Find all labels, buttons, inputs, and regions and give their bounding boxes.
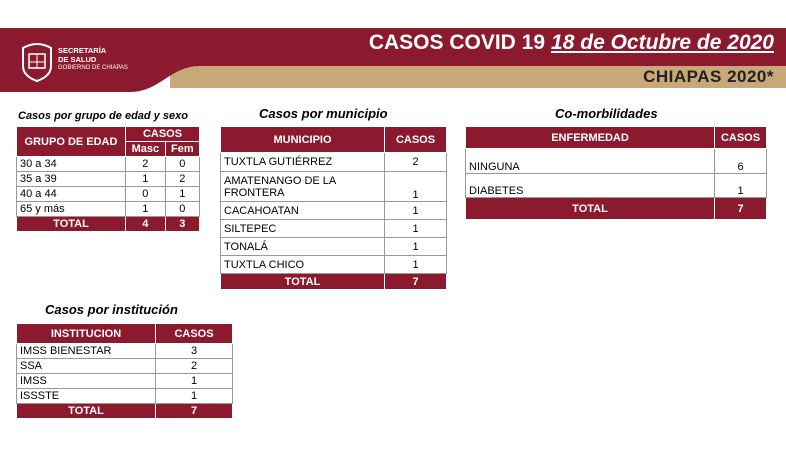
comorbilidades-col-casos: CASOS <box>715 127 767 149</box>
comorbilidad-name: NINGUNA <box>466 149 715 174</box>
table-row <box>17 374 233 389</box>
municipio-total: 7 <box>385 274 447 290</box>
comorbilidades-total: 7 <box>715 198 767 220</box>
comorbilidades-section-title: Co-morbilidades <box>555 106 658 121</box>
age-group: 30 a 34 <box>17 157 126 172</box>
table-row <box>17 187 200 202</box>
org-line1: SECRETARÍA <box>58 46 107 55</box>
comorbilidades-total-label: TOTAL <box>466 198 715 220</box>
municipio-col-name: MUNICIPIO <box>221 127 385 153</box>
comorbilidades-table <box>465 126 767 220</box>
municipio-total-label: TOTAL <box>221 274 385 290</box>
age-group: 65 y más <box>17 202 126 217</box>
municipio-casos: 1 <box>385 238 447 256</box>
table-row <box>466 174 767 198</box>
municipio-name: TUXTLA GUTIÉRREZ <box>221 153 385 172</box>
age-col-casos: CASOS <box>126 127 200 142</box>
institucion-col-casos: CASOS <box>156 324 233 344</box>
institucion-casos: 1 <box>156 374 233 389</box>
institucion-table <box>16 323 233 419</box>
age-col-group: GRUPO DE EDAD <box>17 127 126 157</box>
institucion-casos: 1 <box>156 389 233 404</box>
table-row <box>17 344 233 359</box>
municipio-col-casos: CASOS <box>385 127 447 153</box>
total-row <box>466 198 767 220</box>
table-row <box>17 202 200 217</box>
age-total-masc: 4 <box>126 217 166 232</box>
age-total-label: TOTAL <box>17 217 126 232</box>
age-masc: 2 <box>126 157 166 172</box>
table-row <box>221 256 447 274</box>
age-col-masc: Masc <box>126 142 166 157</box>
institucion-total-label: TOTAL <box>17 404 156 419</box>
table-row <box>221 153 447 172</box>
age-fem: 2 <box>165 172 199 187</box>
age-fem: 0 <box>165 157 199 172</box>
institucion-total: 7 <box>156 404 233 419</box>
title-text: CASOS COVID 19 <box>368 31 546 54</box>
age-masc: 0 <box>126 187 166 202</box>
table-row <box>466 149 767 174</box>
age-masc: 1 <box>126 172 166 187</box>
institucion-name: IMSS <box>17 374 156 389</box>
table-row <box>17 389 233 404</box>
municipio-section-title: Casos por municipio <box>259 106 388 121</box>
comorbilidad-casos: 6 <box>715 149 767 174</box>
age-total-fem: 3 <box>165 217 199 232</box>
age-table <box>16 126 200 232</box>
municipio-casos: 1 <box>385 202 447 220</box>
municipio-name: SILTEPEC <box>221 220 385 238</box>
institucion-casos: 2 <box>156 359 233 374</box>
age-fem: 1 <box>165 187 199 202</box>
municipio-name: CACAHOATAN <box>221 202 385 220</box>
table-row <box>221 202 447 220</box>
table-row <box>17 157 200 172</box>
org-line2: DE SALUD <box>58 55 97 64</box>
age-masc: 1 <box>126 202 166 217</box>
report-date: 18 de Octubre de 2020 <box>551 31 774 54</box>
age-col-fem: Fem <box>165 142 199 157</box>
age-section-title: Casos por grupo de edad y sexo <box>18 110 188 122</box>
region-subtitle: CHIAPAS 2020* <box>643 67 774 86</box>
page-title <box>369 31 774 55</box>
municipio-name: TUXTLA CHICO <box>221 256 385 274</box>
age-group: 35 a 39 <box>17 172 126 187</box>
comorbilidades-col-name: ENFERMEDAD <box>466 127 715 149</box>
coat-of-arms-icon <box>20 42 54 82</box>
total-row <box>221 274 447 290</box>
table-row <box>221 172 447 202</box>
institucion-name: SSA <box>17 359 156 374</box>
municipio-name: AMATENANGO DE LA FRONTERA <box>221 172 385 202</box>
table-row <box>221 220 447 238</box>
table-row <box>221 238 447 256</box>
municipio-table <box>220 126 447 290</box>
comorbilidad-casos: 1 <box>715 174 767 198</box>
age-group: 40 a 44 <box>17 187 126 202</box>
table-row <box>17 172 200 187</box>
total-row <box>17 404 233 419</box>
org-line3: GOBIERNO DE CHIAPAS <box>58 65 128 71</box>
municipio-name: TONALÁ <box>221 238 385 256</box>
age-fem: 0 <box>165 202 199 217</box>
institucion-col-name: INSTITUCION <box>17 324 156 344</box>
org-logo-text <box>58 46 128 73</box>
municipio-casos: 1 <box>385 220 447 238</box>
comorbilidad-name: DIABETES <box>466 174 715 198</box>
institucion-section-title: Casos por institución <box>45 302 178 317</box>
total-row <box>17 217 200 232</box>
municipio-casos: 1 <box>385 172 447 202</box>
institucion-name: ISSSTE <box>17 389 156 404</box>
table-row <box>17 359 233 374</box>
institucion-name: IMSS BIENESTAR <box>17 344 156 359</box>
institucion-casos: 3 <box>156 344 233 359</box>
municipio-casos: 1 <box>385 256 447 274</box>
municipio-casos: 2 <box>385 153 447 172</box>
